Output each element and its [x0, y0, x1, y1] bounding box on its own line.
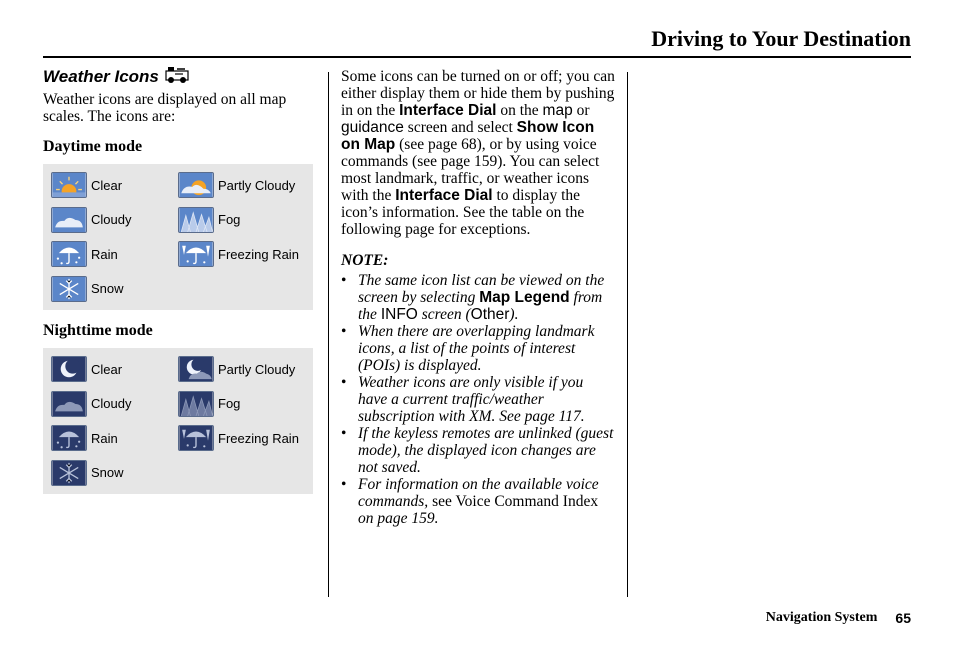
- note-item: • Weather icons are only visible if you have a current traffic/weather subscription with XM. See page 117.: [341, 374, 616, 425]
- fog-icon: [178, 391, 214, 417]
- section-title: [43, 66, 315, 88]
- column-divider: [328, 72, 329, 597]
- interface-dial-term: Interface Dial: [399, 102, 497, 119]
- info-term: INFO: [380, 306, 418, 323]
- icon-entry-freezing-rain: [170, 421, 313, 456]
- guidance-term: guidance: [341, 119, 404, 136]
- rain-icon: [51, 241, 87, 267]
- icon-entry-cloudy: [43, 203, 170, 238]
- note-heading: NOTE:: [341, 252, 389, 269]
- icon-entry-partly-cloudy: [170, 352, 313, 387]
- icon-entry-clear: [43, 352, 170, 387]
- sun-icon: [51, 172, 87, 198]
- intro-text: Weather icons are displayed on all map scales. The icons are:: [43, 91, 287, 125]
- icon-label: Freezing Rain: [218, 430, 299, 446]
- snowflake-icon: [51, 276, 87, 302]
- map-term: map: [542, 102, 573, 119]
- page-footer: [766, 610, 911, 626]
- main-paragraph: Some icons can be turned on or off; you can either display them or hide them by pushing in on the Interface Dial on the map or guidance screen and select Show Icon on Map (see page 68), or by using voice commands (see page 159). You can select most landmark, traffic, or weather icons with the Interface Dial to display the icon’s information. See the table on the following page for exceptions.: [341, 68, 615, 238]
- column-divider: [627, 72, 628, 597]
- freezing-rain-icon: [178, 425, 214, 451]
- note-item: • The same icon list can be viewed on the screen by selecting Map Legend from the INFO screen (Other).: [341, 272, 616, 323]
- moon-icon: [51, 356, 87, 382]
- icon-label: Clear: [91, 361, 123, 377]
- page-number: 65: [895, 610, 911, 626]
- icon-label: Partly Cloudy: [218, 177, 296, 193]
- left-column: [43, 66, 315, 494]
- page-title: Driving to Your Destination: [651, 26, 911, 51]
- icon-label: Rain: [91, 430, 118, 446]
- footer-section: Navigation System: [765, 610, 878, 625]
- middle-column: [341, 68, 616, 527]
- header-rule: [43, 56, 911, 58]
- icon-entry-fog: [170, 387, 313, 422]
- partly-cloudy-night-icon: [178, 356, 214, 382]
- snowflake-icon: [51, 460, 87, 486]
- fog-icon: [178, 207, 214, 233]
- show-icon-on-map-term: Show Icon on Map: [341, 119, 595, 153]
- icon-entry-snow: [43, 456, 170, 491]
- icon-entry-clear: [43, 168, 170, 203]
- icon-label: Snow: [91, 465, 124, 481]
- icon-label: Partly Cloudy: [218, 361, 296, 377]
- notes-list: [341, 272, 616, 527]
- icon-label: Cloudy: [91, 396, 132, 412]
- icon-label: Fog: [218, 396, 241, 412]
- other-term: Other: [470, 306, 510, 323]
- freezing-rain-icon: [178, 241, 214, 267]
- note-item: • If the keyless remotes are unlinked (guest mode), the displayed icon changes are not saved.: [341, 425, 616, 476]
- note-item: • When there are overlapping landmark icons, a list of the points of interest (POIs) is displayed.: [341, 323, 616, 374]
- section-title-text: Weather Icons: [43, 67, 159, 86]
- icon-label: Clear: [91, 177, 123, 193]
- voice-command-icon: [165, 66, 189, 89]
- cloud-icon: [51, 391, 87, 417]
- icon-entry-rain: [43, 421, 170, 456]
- icon-label: Freezing Rain: [218, 246, 299, 262]
- cloud-icon: [51, 207, 87, 233]
- interface-dial-term: Interface Dial: [395, 187, 493, 204]
- icon-entry-rain: [43, 237, 170, 272]
- nighttime-heading: Nighttime mode: [43, 322, 153, 339]
- daytime-icon-panel: [43, 164, 313, 310]
- icon-label: Fog: [218, 212, 241, 228]
- rain-icon: [51, 425, 87, 451]
- icon-label: Rain: [91, 246, 118, 262]
- icon-label: Snow: [91, 281, 124, 297]
- daytime-heading: Daytime mode: [43, 138, 143, 155]
- map-legend-term: Map Legend: [479, 289, 570, 306]
- note-item: • For information on the available voice commands, see Voice Command Index on page 159.: [341, 476, 616, 527]
- icon-label: Cloudy: [91, 212, 132, 228]
- icon-entry-snow: [43, 272, 170, 307]
- icon-entry-partly-cloudy: [170, 168, 313, 203]
- partly-cloudy-icon: [178, 172, 214, 198]
- icon-entry-cloudy: [43, 387, 170, 422]
- icon-entry-freezing-rain: [170, 237, 313, 272]
- icon-entry-fog: [170, 203, 313, 238]
- nighttime-icon-panel: [43, 348, 313, 494]
